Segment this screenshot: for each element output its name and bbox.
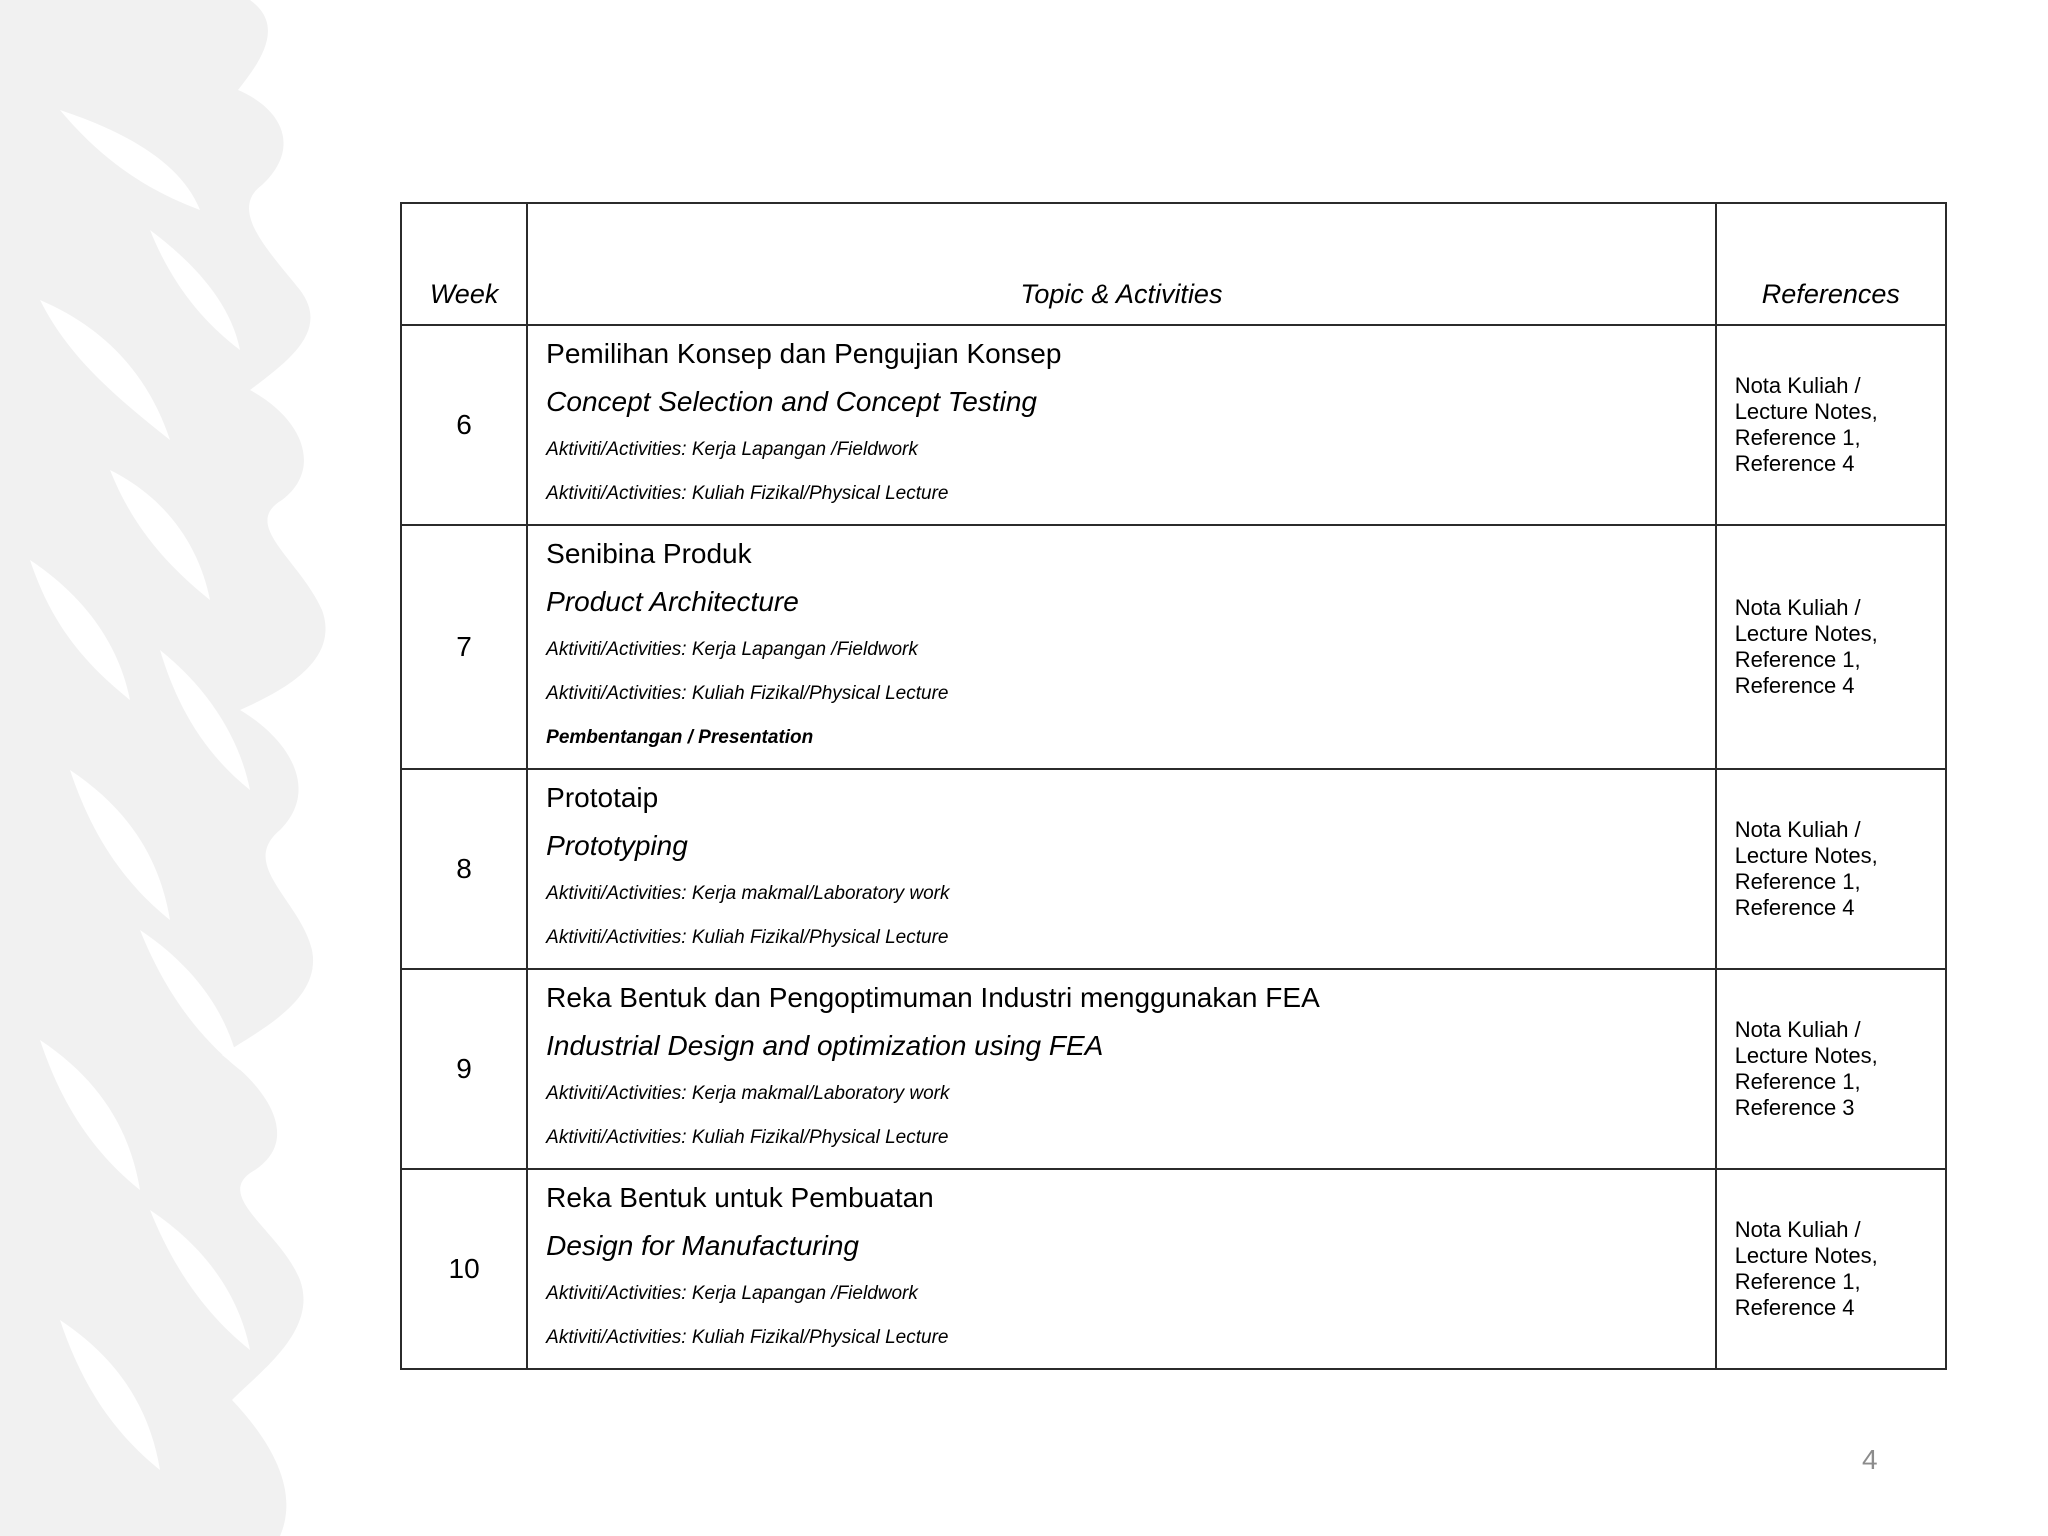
reference-line: Reference 4 <box>1734 673 1855 698</box>
cell-divider <box>526 1170 528 1224</box>
cell-divider <box>526 526 528 580</box>
table-row <box>401 1169 1946 1369</box>
activity-line: Aktiviti/Activities: Kerja makmal/Laboratory work <box>546 1083 950 1104</box>
reference-line: Reference 1, <box>1734 647 1861 672</box>
week-number: 9 <box>401 969 527 1169</box>
references-cell <box>1716 325 1946 525</box>
references-cell <box>1716 1169 1946 1369</box>
topic-title-english: Industrial Design and optimization using FEA <box>546 1030 1104 1061</box>
reference-line: Lecture Notes, <box>1734 1243 1878 1268</box>
reference-line: Reference 1, <box>1734 1069 1861 1094</box>
table-row <box>401 969 1946 1169</box>
page-number: 4 <box>1862 1444 1878 1475</box>
topic-cell <box>527 969 1716 1169</box>
topic-title: Reka Bentuk untuk Pembuatan <box>546 1182 934 1213</box>
header-week: Week <box>401 203 527 325</box>
reference-line: Reference 4 <box>1734 895 1855 920</box>
topic-title-english: Prototyping <box>546 830 688 861</box>
activity-line: Aktiviti/Activities: Kerja Lapangan /Fieldwork <box>546 1283 918 1304</box>
activity-line: Aktiviti/Activities: Kuliah Fizikal/Physical Lecture <box>546 483 949 504</box>
reference-line: Lecture Notes, <box>1734 399 1878 424</box>
activity-line: Aktiviti/Activities: Kuliah Fizikal/Physical Lecture <box>546 1327 949 1348</box>
topic-title: Reka Bentuk dan Pengoptimuman Industri menggunakan FEA <box>546 982 1320 1013</box>
reference-line: Lecture Notes, <box>1734 621 1878 646</box>
reference-line: Nota Kuliah / <box>1734 1017 1861 1042</box>
topic-title-english: Product Architecture <box>546 586 799 617</box>
topic-cell <box>527 769 1716 969</box>
week-number: 6 <box>401 325 527 525</box>
reference-line: Reference 1, <box>1734 1269 1861 1294</box>
header-topic-activities: Topic & Activities <box>527 203 1716 325</box>
reference-line: Lecture Notes, <box>1734 843 1878 868</box>
table-row <box>401 325 1946 525</box>
header-references: References <box>1716 203 1946 325</box>
activity-line: Aktiviti/Activities: Kuliah Fizikal/Physical Lecture <box>546 1127 949 1148</box>
table-row <box>401 769 1946 969</box>
activity-line: Aktiviti/Activities: Kuliah Fizikal/Physical Lecture <box>546 683 949 704</box>
course-schedule-table <box>400 202 1947 1370</box>
cell-divider <box>526 326 528 380</box>
reference-line: Nota Kuliah / <box>1734 817 1861 842</box>
week-number: 7 <box>401 525 527 769</box>
reference-line: Reference 1, <box>1734 425 1861 450</box>
topic-title: Prototaip <box>546 782 659 813</box>
topic-title-english: Design for Manufacturing <box>546 1230 859 1261</box>
reference-line: Nota Kuliah / <box>1734 373 1861 398</box>
week-number: 8 <box>401 769 527 969</box>
cell-divider <box>526 770 528 824</box>
reference-line: Nota Kuliah / <box>1734 1217 1861 1242</box>
presentation-line: Pembentangan / Presentation <box>546 727 814 748</box>
topic-title-english: Concept Selection and Concept Testing <box>546 386 1038 417</box>
activity-line: Aktiviti/Activities: Kerja makmal/Laboratory work <box>546 883 950 904</box>
topic-title: Senibina Produk <box>546 538 752 569</box>
reference-line: Reference 3 <box>1734 1095 1855 1120</box>
topic-cell <box>527 1169 1716 1369</box>
reference-line: Reference 4 <box>1734 451 1855 476</box>
reference-line: Reference 1, <box>1734 869 1861 894</box>
topic-cell <box>527 325 1716 525</box>
decorative-brush-background <box>0 0 360 1536</box>
reference-line: Reference 4 <box>1734 1295 1855 1320</box>
cell-divider <box>526 970 528 1024</box>
table-row <box>401 525 1946 769</box>
week-number: 10 <box>401 1169 527 1369</box>
references-cell <box>1716 525 1946 769</box>
topic-title: Pemilihan Konsep dan Pengujian Konsep <box>546 338 1062 369</box>
reference-line: Nota Kuliah / <box>1734 595 1861 620</box>
activity-line: Aktiviti/Activities: Kuliah Fizikal/Physical Lecture <box>546 927 949 948</box>
references-cell <box>1716 969 1946 1169</box>
topic-cell <box>527 525 1716 769</box>
activity-line: Aktiviti/Activities: Kerja Lapangan /Fieldwork <box>546 439 918 460</box>
reference-line: Lecture Notes, <box>1734 1043 1878 1068</box>
activity-line: Aktiviti/Activities: Kerja Lapangan /Fieldwork <box>546 639 918 660</box>
references-cell <box>1716 769 1946 969</box>
table-header-row <box>401 203 1946 325</box>
